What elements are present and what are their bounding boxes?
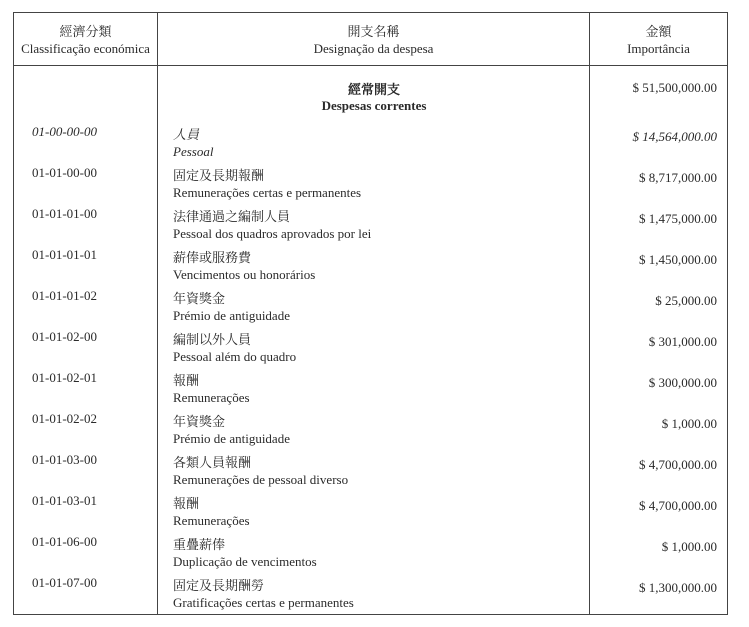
expense-code: 01-01-01-02 [32, 288, 97, 303]
expense-amount: $ 25,000.00 [655, 293, 717, 308]
expense-name-zh: 人員 [173, 127, 200, 142]
header-amount [590, 23, 727, 57]
expense-code: 01-01-01-00 [32, 206, 97, 221]
expense-amount: $ 4,700,000.00 [639, 457, 717, 472]
table-row [14, 449, 727, 490]
header-classification-zh: 經濟分類 [59, 24, 112, 39]
header-designation-pt: Designação da despesa [313, 41, 434, 56]
expense-amount: $ 1,000.00 [661, 539, 717, 554]
expense-code: 01-01-02-02 [32, 411, 97, 426]
expense-name-pt: Prémio de antiguidade [173, 431, 290, 446]
header-classification [14, 23, 157, 57]
expense-amount: $ 8,717,000.00 [639, 170, 717, 185]
header-classification-pt: Classificação económica [21, 41, 150, 56]
header-amount-pt: Importância [627, 41, 690, 56]
expense-name-zh: 薪俸或服務費 [173, 250, 252, 265]
expense-name-zh: 年資獎金 [173, 291, 226, 306]
expense-name-zh: 編制以外人員 [173, 332, 252, 347]
expense-name-pt: Gratificações certas e permanentes [173, 595, 354, 610]
table-row [14, 285, 727, 326]
expense-code: 01-01-06-00 [32, 534, 97, 549]
table-row [14, 244, 727, 285]
expense-amount: $ 1,450,000.00 [639, 252, 717, 267]
expense-code: 01-01-07-00 [32, 575, 97, 590]
expense-amount: $ 1,000.00 [661, 416, 717, 431]
expense-name-zh: 固定及長期酬勞 [173, 578, 265, 593]
table-row [14, 367, 727, 408]
expense-amount: $ 4,700,000.00 [639, 498, 717, 513]
table-row [14, 203, 727, 244]
header-divider [14, 65, 727, 66]
expense-name-pt: Prémio de antiguidade [173, 308, 290, 323]
table-row [14, 121, 727, 162]
expense-name-zh: 固定及長期報酬 [173, 168, 265, 183]
expense-code: 01-00-00-00 [32, 124, 97, 139]
table-row [14, 162, 727, 203]
expense-code: 01-01-02-00 [32, 329, 97, 344]
table-row [14, 326, 727, 367]
header-designation [158, 23, 589, 57]
expense-name-zh: 各類人員報酬 [173, 455, 252, 470]
section-total-amount: $ 51,500,000.00 [632, 80, 717, 95]
header-amount-zh: 金額 [645, 24, 672, 39]
expense-name-pt: Pessoal [173, 144, 214, 159]
expense-name-zh: 重疊薪俸 [173, 537, 226, 552]
section-title-pt: Despesas correntes [321, 98, 427, 113]
expense-name-pt: Remunerações de pessoal diverso [173, 472, 349, 487]
expense-name-zh: 年資獎金 [173, 414, 226, 429]
expense-code: 01-01-01-01 [32, 247, 97, 262]
section-title-zh: 經常開支 [347, 82, 400, 97]
expense-name-pt: Pessoal dos quadros aprovados por lei [173, 226, 372, 241]
expense-amount: $ 1,475,000.00 [639, 211, 717, 226]
expense-amount: $ 301,000.00 [648, 334, 717, 349]
expense-code: 01-01-00-00 [32, 165, 97, 180]
expense-name-pt: Remunerações [173, 513, 250, 528]
expense-name-pt: Remunerações certas e permanentes [173, 185, 362, 200]
expense-amount: $ 14,564,000.00 [632, 129, 717, 144]
table-row [14, 572, 727, 613]
expense-amount: $ 300,000.00 [648, 375, 717, 390]
expense-name-zh: 法律通過之編制人員 [173, 209, 291, 224]
expense-name-zh: 報酬 [173, 373, 200, 388]
expense-name-pt: Duplicação de vencimentos [173, 554, 317, 569]
expense-code: 01-01-02-01 [32, 370, 97, 385]
table-row [14, 531, 727, 572]
table-row [14, 408, 727, 449]
expense-name-pt: Remunerações [173, 390, 250, 405]
header-designation-zh: 開支名稱 [347, 24, 400, 39]
table-row [14, 490, 727, 531]
expense-code: 01-01-03-01 [32, 493, 97, 508]
expense-name-zh: 報酬 [173, 496, 200, 511]
expense-amount: $ 1,300,000.00 [639, 580, 717, 595]
expense-name-pt: Pessoal além do quadro [173, 349, 297, 364]
expense-code: 01-01-03-00 [32, 452, 97, 467]
budget-table [13, 12, 728, 615]
expense-name-pt: Vencimentos ou honorários [173, 267, 316, 282]
